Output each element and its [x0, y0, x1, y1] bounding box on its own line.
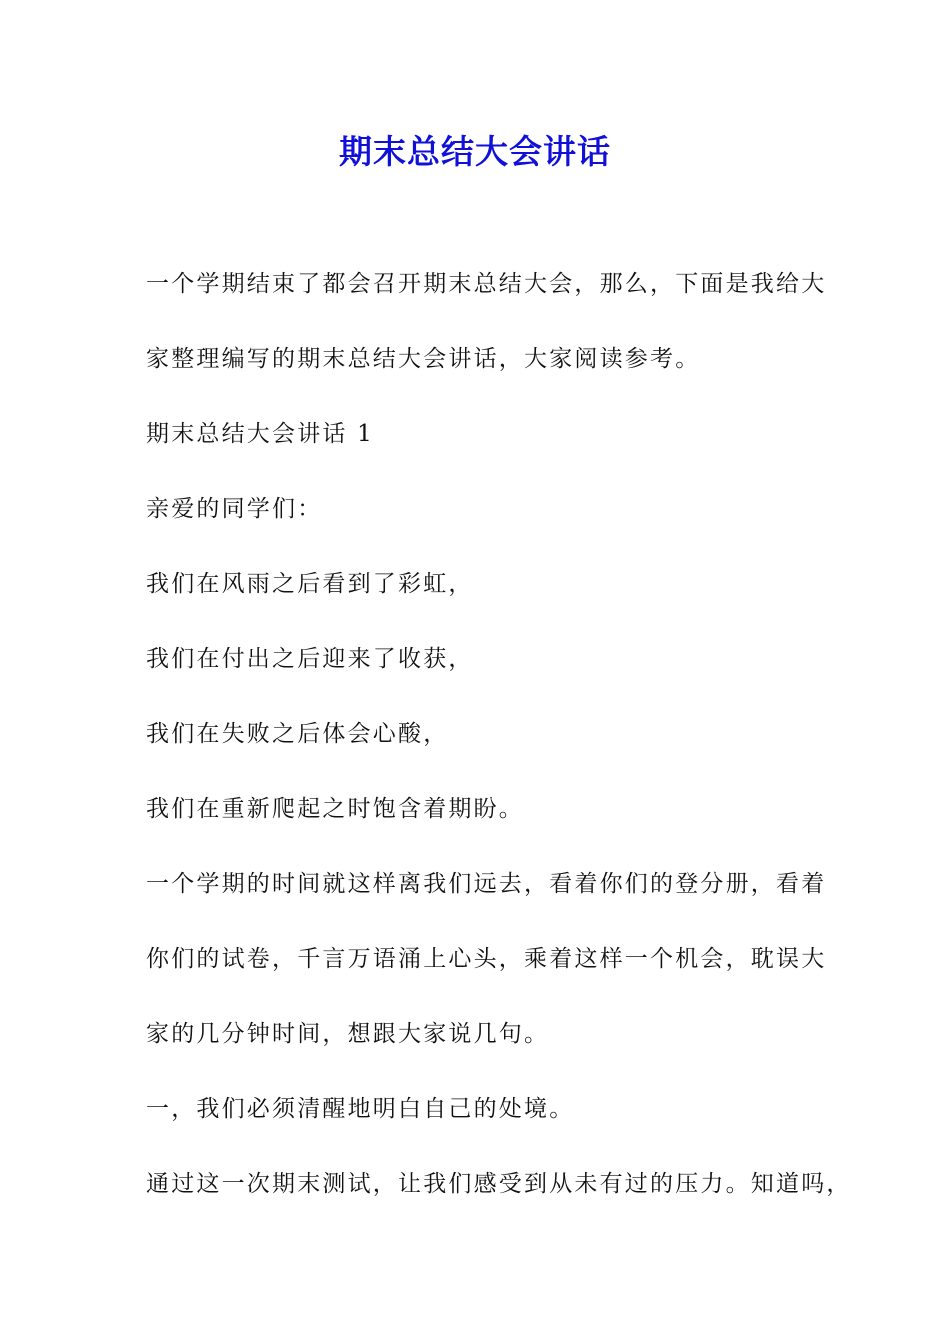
intro-line-1: 一个学期结束了都会召开期末总结大会，那么，下面是我给大 — [146, 271, 827, 297]
paragraph-line-4: 通过这一次期末测试，让我们感受到从未有过的压力。知道吗， — [146, 1171, 852, 1197]
paragraph-line-3: 家的几分钟时间，想跟大家说几句。 — [146, 1021, 550, 1047]
paragraph-line-1: 一个学期的时间就这样离我们远去，看着你们的登分册，看着 — [146, 871, 827, 897]
section-heading-1: 一，我们必须清醒地明白自己的处境。 — [146, 1096, 575, 1122]
poem-line-4: 我们在重新爬起之时饱含着期盼。 — [146, 796, 524, 822]
salutation: 亲爱的同学们： — [146, 496, 323, 522]
document-title: 期末总结大会讲话 — [339, 132, 611, 171]
paragraph-line-2: 你们的试卷，千言万语涌上心头，乘着这样一个机会，耽误大 — [146, 946, 827, 972]
intro-line-2: 家整理编写的期末总结大会讲话，大家阅读参考。 — [146, 346, 701, 372]
speech-heading: 期末总结大会讲话 1 — [146, 421, 374, 447]
poem-line-2: 我们在付出之后迎来了收获， — [146, 646, 474, 672]
poem-line-1: 我们在风雨之后看到了彩虹， — [146, 571, 474, 597]
poem-line-3: 我们在失败之后体会心酸， — [146, 721, 449, 747]
